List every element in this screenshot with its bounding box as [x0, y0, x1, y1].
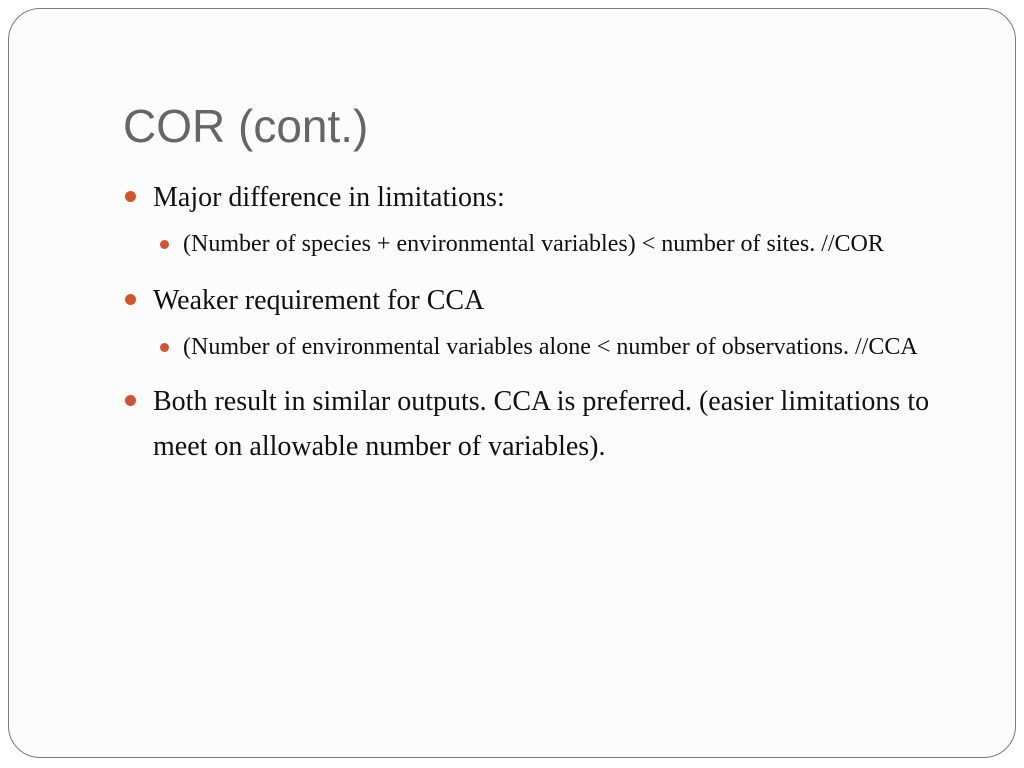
bullet-item-1	[123, 175, 943, 220]
bullet-dot-icon	[160, 343, 169, 352]
bullet-item-2	[123, 278, 943, 323]
bullet-dot-icon	[160, 240, 169, 249]
bullet-text: Weaker requirement for CCA	[153, 285, 485, 316]
sub-bullet-text: (Number of species + environmental variables) < number of sites. //COR	[183, 231, 884, 257]
slide-title: COR (cont.)	[123, 100, 369, 152]
sub-bullet-item-2	[153, 327, 943, 368]
bullet-list	[123, 175, 943, 469]
slide	[8, 8, 1016, 758]
bullet-dot-icon	[125, 191, 136, 202]
sub-bullet-text: (Number of environmental variables alone < number of observations. //CCA	[183, 334, 918, 360]
bullet-item-3	[123, 379, 943, 469]
bullet-dot-icon	[125, 395, 136, 406]
sub-bullet-item-1	[153, 224, 943, 265]
bullet-dot-icon	[125, 294, 136, 305]
bullet-text: Both result in similar outputs. CCA is preferred. (easier limitations to meet on allowable number of variables).	[153, 386, 930, 462]
bullet-text: Major difference in limitations:	[153, 182, 505, 213]
